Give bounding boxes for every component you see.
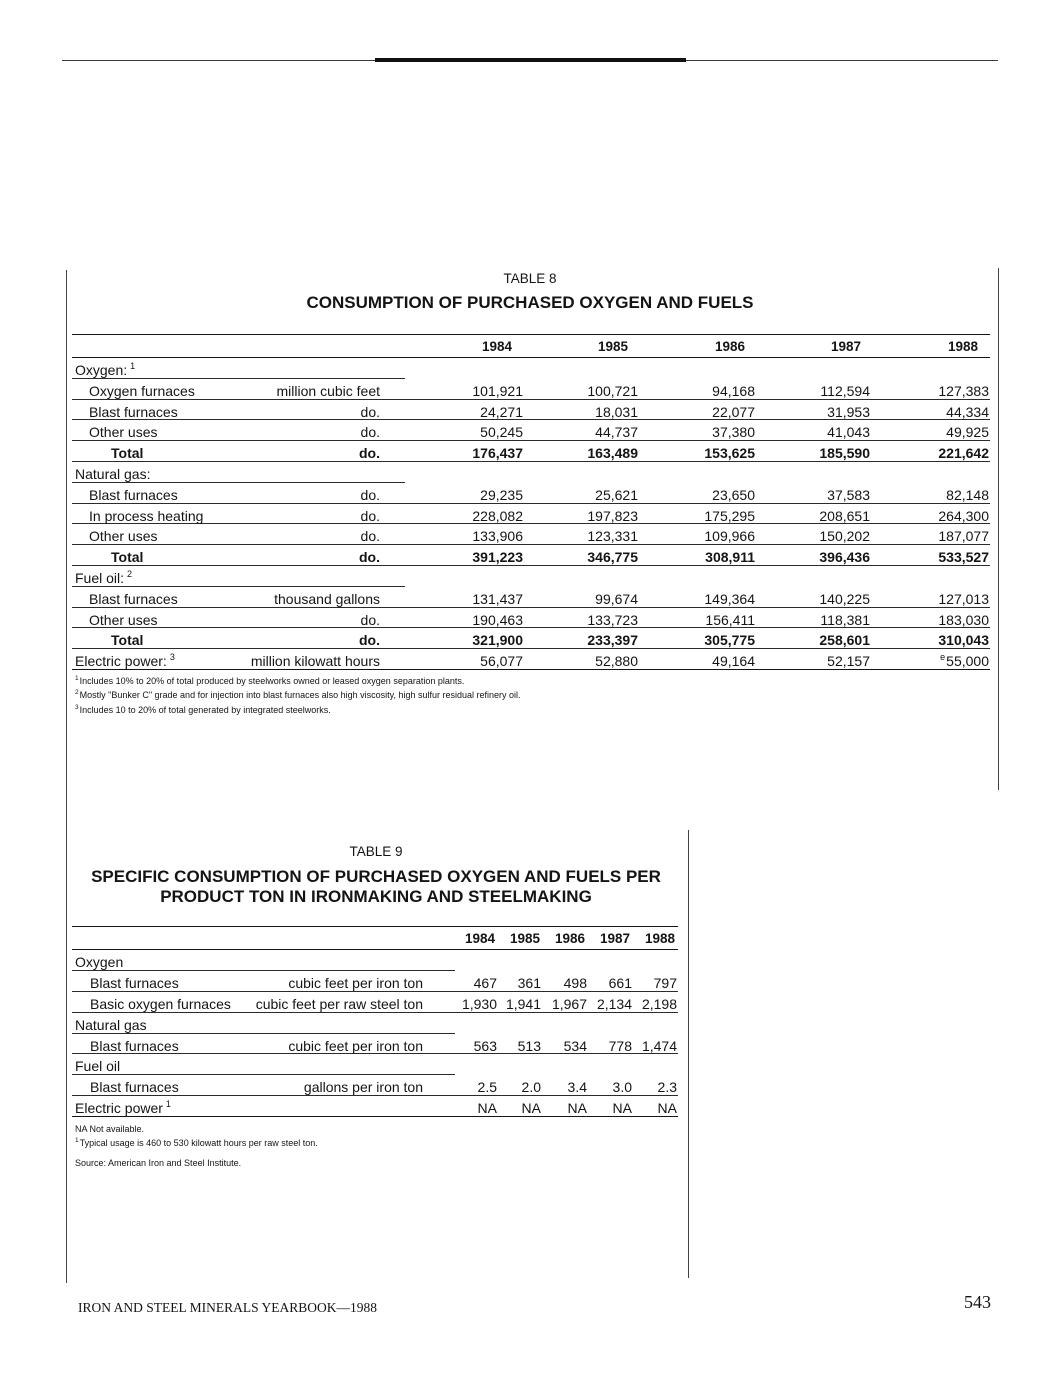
value-cell <box>506 994 541 1014</box>
item-row <box>72 379 990 400</box>
unit-label: do. <box>360 611 380 628</box>
section-label-text: Natural gas <box>75 1016 147 1033</box>
running-footer: IRON AND STEEL MINERALS YEARBOOK—1988 <box>78 1300 377 1315</box>
value-cell <box>522 1077 541 1097</box>
value-text: 140,225 <box>819 590 870 607</box>
item-row <box>72 587 990 608</box>
value-text: 94,168 <box>712 382 755 399</box>
value-text: NA <box>477 1100 497 1117</box>
value-cell <box>938 443 989 463</box>
section-label-text: Fuel oil <box>75 1058 121 1075</box>
value-cell <box>819 443 870 463</box>
value-text: 99,674 <box>595 590 638 607</box>
value-cell <box>827 422 870 442</box>
table-header-row <box>72 926 678 950</box>
value-text: 31,953 <box>827 403 870 420</box>
value-text: 228,082 <box>472 507 523 524</box>
table-title <box>72 867 680 906</box>
value-cell <box>472 630 523 650</box>
value-cell <box>472 526 523 546</box>
row-label <box>89 485 178 505</box>
value-cell <box>564 973 587 993</box>
value-cell <box>938 381 989 401</box>
footnote <box>75 676 464 687</box>
value-text: 264,300 <box>938 507 989 524</box>
value-text: 56,077 <box>480 653 523 670</box>
value-text: 197,823 <box>587 507 638 524</box>
value-text: NA <box>521 1100 541 1117</box>
year-header: 1985 <box>509 931 540 946</box>
value-text: 258,601 <box>819 632 870 649</box>
value-cell <box>597 994 632 1014</box>
year-header: 1986 <box>554 931 585 946</box>
value-text: 2,198 <box>641 995 677 1012</box>
unit-label: do. <box>359 632 380 649</box>
value-cell <box>472 506 523 526</box>
value-text: 176,437 <box>472 445 523 462</box>
footnote-ref: 2 <box>127 568 133 579</box>
section-label-text: Natural gas: <box>75 465 151 482</box>
year-header: 1988 <box>947 339 978 354</box>
unit-label: do. <box>359 549 380 566</box>
footnote <box>75 690 521 701</box>
value-cell <box>658 1098 677 1118</box>
unit-label: do. <box>360 486 380 503</box>
value-text: 153,625 <box>704 445 755 462</box>
total-row <box>72 441 990 462</box>
item-row <box>72 1034 678 1055</box>
row-label-text: Blast furnaces <box>89 486 178 503</box>
value-cell <box>712 402 755 422</box>
value-text: 3.0 <box>612 1079 632 1096</box>
value-cell <box>587 547 638 567</box>
row-label-text: Other uses <box>89 611 158 628</box>
value-text: 55,000 <box>946 653 989 670</box>
value-text: 533,527 <box>938 549 989 566</box>
value-cell <box>472 610 523 630</box>
value-cell <box>472 589 523 609</box>
value-cell <box>827 651 870 671</box>
value-text: 23,650 <box>712 486 755 503</box>
top-bar <box>375 58 686 62</box>
footnote-mark: 3 <box>75 704 79 711</box>
value-cell <box>522 1098 541 1118</box>
value-text: 133,906 <box>472 528 523 545</box>
value-cell <box>705 547 755 567</box>
value-text: NA <box>567 1100 587 1117</box>
unit-label: thousand gallons <box>274 590 380 607</box>
section-row <box>72 462 990 483</box>
value-text: 150,202 <box>819 528 870 545</box>
item-row <box>72 483 990 504</box>
value-text: 233,397 <box>587 632 638 649</box>
value-text: 467 <box>473 974 497 991</box>
unit-label: do. <box>359 445 380 462</box>
data-table <box>72 926 678 1117</box>
value-cell <box>587 526 638 546</box>
column-rule-left <box>66 270 67 1283</box>
value-text: 127,383 <box>938 382 989 399</box>
unit-label: do. <box>360 424 380 441</box>
value-cell <box>705 610 755 630</box>
column-rule-right <box>998 268 999 790</box>
value-text: 100,721 <box>587 382 638 399</box>
value-text: 52,157 <box>827 653 870 670</box>
value-text: 361 <box>517 974 541 991</box>
table-title-line: SPECIFIC CONSUMPTION OF PURCHASED OXYGEN AND FUELS PER <box>91 867 661 886</box>
value-cell <box>480 485 523 505</box>
value-cell <box>595 485 638 505</box>
value-text: 321,900 <box>472 632 523 649</box>
estimate-mark: e <box>940 652 946 663</box>
value-cell <box>704 589 755 609</box>
section-row <box>72 566 990 587</box>
value-text: 29,235 <box>480 486 523 503</box>
value-text: 127,013 <box>938 590 989 607</box>
value-text: 18,031 <box>595 403 638 420</box>
value-cell <box>613 1098 632 1118</box>
value-text: 25,621 <box>595 486 638 503</box>
unit-label: cubic feet per iron ton <box>288 1037 423 1054</box>
table-title: CONSUMPTION OF PURCHASED OXYGEN AND FUELS <box>306 293 754 312</box>
value-text: 396,436 <box>819 549 870 566</box>
value-text: 118,381 <box>820 611 870 628</box>
row-label-text: Blast furnaces <box>90 974 179 991</box>
value-cell <box>827 402 870 422</box>
footnote-text: Mostly "Bunker C" grade and for injection into blast furnaces also high viscosity, high sulfur residual refinery oil. <box>79 690 521 700</box>
value-cell <box>595 651 638 671</box>
footnote-mark: 2 <box>75 689 79 696</box>
value-cell <box>712 485 755 505</box>
table-title-line: PRODUCT TON IN IRONMAKING AND STEELMAKING <box>160 886 592 906</box>
row-label-text: In process heating <box>89 507 204 524</box>
value-cell <box>478 1077 497 1097</box>
section-row <box>72 1013 678 1034</box>
value-cell <box>820 381 870 401</box>
value-text: 2.0 <box>521 1079 541 1096</box>
value-text: 49,164 <box>712 653 755 670</box>
row-label <box>89 422 157 442</box>
value-cell <box>564 1036 587 1056</box>
value-cell <box>480 402 523 422</box>
row-label-text: Basic oxygen furnaces <box>90 995 231 1012</box>
row-label-text: Blast furnaces <box>90 1079 179 1096</box>
row-label-text: Total <box>111 445 144 462</box>
value-cell <box>587 630 638 650</box>
item-row <box>72 524 990 545</box>
unit-label: do. <box>360 403 380 420</box>
value-cell <box>819 589 870 609</box>
value-cell <box>946 402 989 422</box>
row-label <box>89 381 195 401</box>
value-cell <box>938 589 989 609</box>
row-label <box>90 1077 179 1097</box>
unit-label: million kilowatt hours <box>250 653 380 670</box>
unit-label: do. <box>360 528 380 545</box>
row-label-text: Blast furnaces <box>89 403 178 420</box>
footnote-ref: 1 <box>165 1099 171 1110</box>
row-label-text: Other uses <box>89 424 158 441</box>
value-text: 44,737 <box>595 424 638 441</box>
value-cell <box>704 443 755 463</box>
value-cell <box>704 526 755 546</box>
value-text: 391,223 <box>472 549 523 566</box>
section-row <box>72 1054 678 1075</box>
year-header: 1984 <box>481 339 512 354</box>
footnote <box>75 1138 318 1149</box>
value-cell <box>938 506 989 526</box>
row-label-text: Other uses <box>89 528 158 545</box>
value-cell <box>609 973 632 993</box>
year-header: 1984 <box>464 931 495 946</box>
value-text: 101,921 <box>472 382 523 399</box>
value-cell <box>819 506 870 526</box>
year-header: 1986 <box>714 339 745 354</box>
value-text: 1,967 <box>551 995 587 1012</box>
value-text: 1,941 <box>505 995 541 1012</box>
section-label-text: Fuel oil: <box>75 569 125 586</box>
value-cell <box>474 1036 497 1056</box>
value-text: 797 <box>653 974 677 991</box>
value-text: 44,334 <box>946 403 989 420</box>
value-text: 52,880 <box>595 653 638 670</box>
row-label <box>111 547 143 567</box>
total-row <box>72 628 990 649</box>
value-text: 50,245 <box>480 424 523 441</box>
row-label-text: Blast furnaces <box>89 590 178 607</box>
row-label <box>90 1036 179 1056</box>
value-text: 183,030 <box>938 611 989 628</box>
footnote-mark: 1 <box>75 1137 79 1144</box>
table-header-row <box>72 334 990 358</box>
value-text: 310,043 <box>938 632 989 649</box>
value-text: 123,331 <box>587 528 638 545</box>
value-text: 49,925 <box>946 424 989 441</box>
row-label <box>89 610 157 630</box>
unit-label: gallons per iron ton <box>303 1079 423 1096</box>
table-body <box>72 358 990 670</box>
value-text: 208,651 <box>819 507 870 524</box>
item-row <box>72 608 990 629</box>
value-text: 778 <box>608 1037 632 1054</box>
value-text: 1,930 <box>461 995 497 1012</box>
value-cell <box>946 422 989 442</box>
footnote-mark: 1 <box>75 675 79 682</box>
item-row <box>72 504 990 525</box>
footnote <box>75 705 331 716</box>
row-label-text: Total <box>111 549 144 566</box>
value-cell <box>472 381 523 401</box>
value-text: 513 <box>517 1037 541 1054</box>
value-text: 175,295 <box>704 507 755 524</box>
value-text: 3.4 <box>567 1079 587 1096</box>
value-cell <box>518 1036 541 1056</box>
value-text: 37,380 <box>712 424 755 441</box>
item-row <box>72 992 678 1013</box>
row-label <box>89 526 157 546</box>
year-header: 1987 <box>599 931 630 946</box>
row-label <box>75 651 175 671</box>
total-row <box>72 545 990 566</box>
value-cell <box>587 443 638 463</box>
value-text: NA <box>657 1100 677 1117</box>
value-cell <box>654 973 677 993</box>
source-note: Source: American Iron and Steel Institute. <box>75 1158 242 1168</box>
value-cell <box>568 1077 587 1097</box>
section-label-text: Oxygen: <box>75 362 128 378</box>
value-text: 22,077 <box>712 403 755 420</box>
row-label <box>90 994 231 1014</box>
value-text: 163,489 <box>587 445 638 462</box>
value-cell <box>609 1036 632 1056</box>
row-label-text: Electric power: <box>75 653 167 670</box>
row-label <box>89 402 178 422</box>
row-label-text: Total <box>111 632 144 649</box>
page-number: 543 <box>964 1292 991 1312</box>
footnote-ref: 3 <box>169 652 175 663</box>
value-cell <box>595 589 638 609</box>
value-cell <box>595 402 638 422</box>
value-text: 133,723 <box>587 611 638 628</box>
value-text: NA <box>612 1100 632 1117</box>
value-cell <box>938 547 989 567</box>
value-text: 346,775 <box>587 549 638 566</box>
value-text: 221,642 <box>938 445 989 462</box>
value-text: 563 <box>473 1037 497 1054</box>
table-label: TABLE 8 <box>503 271 557 286</box>
value-text: 534 <box>563 1037 587 1054</box>
footnote-text: Typical usage is 460 to 530 kilowatt hours per raw steel ton. <box>79 1138 318 1148</box>
value-cell <box>480 422 523 442</box>
year-header: 1988 <box>644 931 675 946</box>
row-label-text: Electric power <box>75 1100 163 1117</box>
row-label <box>111 630 143 650</box>
value-cell <box>642 1036 677 1056</box>
value-text: 41,043 <box>827 424 870 441</box>
value-cell <box>712 651 755 671</box>
value-cell <box>568 1098 587 1118</box>
value-text: 661 <box>608 974 632 991</box>
value-cell <box>462 994 497 1014</box>
value-cell <box>940 651 989 671</box>
footnote-text: Includes 10% to 20% of total produced by steelworks owned or leased oxygen separation plants. <box>79 676 465 686</box>
value-text: 109,966 <box>704 528 755 545</box>
row-label <box>89 589 178 609</box>
value-text: 1,474 <box>641 1037 677 1054</box>
value-cell <box>642 994 677 1014</box>
value-cell <box>712 381 755 401</box>
unit-label: cubic feet per iron ton <box>288 974 423 991</box>
value-cell <box>819 547 870 567</box>
row-label-text: Oxygen furnaces <box>89 382 195 399</box>
unit-label: million cubic feet <box>276 382 380 399</box>
value-cell <box>472 443 523 463</box>
value-text: 131,437 <box>472 590 523 607</box>
value-cell <box>613 1077 632 1097</box>
year-header: 1985 <box>597 339 628 354</box>
data-table <box>72 334 990 670</box>
table-body <box>72 950 678 1117</box>
footnote-ref: 1 <box>130 361 136 371</box>
value-cell <box>587 506 638 526</box>
value-text: 187,077 <box>938 528 989 545</box>
value-text: 112,594 <box>820 382 870 399</box>
value-text: 308,911 <box>705 549 755 566</box>
value-text: 2.5 <box>477 1079 497 1096</box>
value-cell <box>827 485 870 505</box>
row-label-text: Blast furnaces <box>90 1037 179 1054</box>
value-cell <box>819 630 870 650</box>
electric-power-row <box>72 1096 678 1117</box>
unit-label: cubic feet per raw steel ton <box>255 995 423 1012</box>
value-cell <box>518 973 541 993</box>
value-cell <box>474 973 497 993</box>
value-cell <box>595 422 638 442</box>
value-cell <box>938 526 989 546</box>
value-cell <box>704 630 755 650</box>
value-text: 2.3 <box>657 1079 677 1096</box>
value-text: 498 <box>563 974 587 991</box>
row-label <box>75 1098 171 1118</box>
value-cell <box>819 526 870 546</box>
row-label <box>111 443 143 463</box>
value-cell <box>712 422 755 442</box>
value-text: 24,271 <box>480 403 523 420</box>
value-cell <box>480 651 523 671</box>
value-cell <box>946 485 989 505</box>
value-cell <box>938 630 989 650</box>
value-text: 2,134 <box>596 995 632 1012</box>
electric-power-row <box>72 649 990 670</box>
footnote-text: Includes 10 to 20% of total generated by integrated steelworks. <box>79 705 331 715</box>
value-cell <box>820 610 870 630</box>
value-text: 190,463 <box>472 611 523 628</box>
value-cell <box>704 506 755 526</box>
value-cell <box>587 381 638 401</box>
value-text: 37,583 <box>827 486 870 503</box>
table-label: TABLE 9 <box>349 844 403 859</box>
na-note: NA Not available. <box>75 1124 145 1134</box>
value-cell <box>472 547 523 567</box>
item-row <box>72 420 990 441</box>
value-cell <box>478 1098 497 1118</box>
year-header: 1987 <box>830 339 861 354</box>
value-text: 149,364 <box>704 590 755 607</box>
value-text: 185,590 <box>819 445 870 462</box>
value-text: 82,148 <box>946 486 989 503</box>
section-row <box>72 358 990 379</box>
value-text: 156,411 <box>705 611 755 628</box>
value-text: 305,775 <box>704 632 755 649</box>
item-row <box>72 400 990 421</box>
value-cell <box>658 1077 677 1097</box>
value-cell <box>587 610 638 630</box>
section-label-text: Oxygen <box>75 954 124 970</box>
value-cell <box>552 994 587 1014</box>
item-row <box>72 1075 678 1096</box>
row-label <box>90 973 179 993</box>
unit-label: do. <box>360 507 380 524</box>
row-label <box>89 506 203 526</box>
section-row <box>72 950 678 971</box>
column-rule-middle <box>688 830 689 1278</box>
item-row <box>72 971 678 992</box>
value-cell <box>938 610 989 630</box>
